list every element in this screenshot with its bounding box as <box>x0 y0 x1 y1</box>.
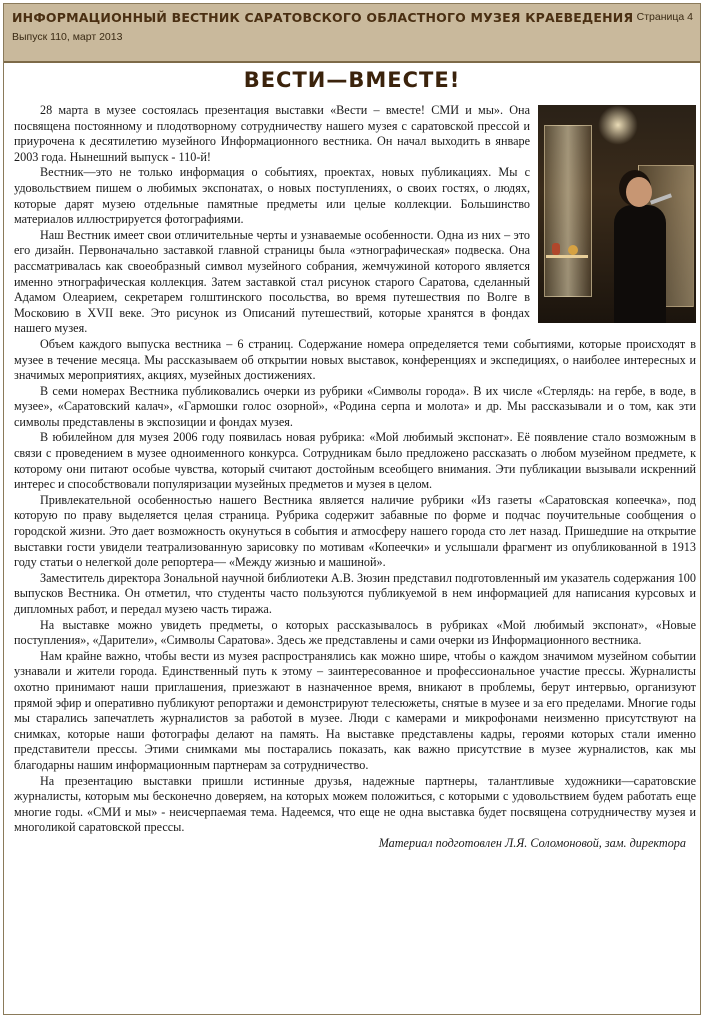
article-title: ВЕСТИ—ВМЕСТЕ! <box>243 68 461 92</box>
paragraph: На презентацию выставки пришли истинные друзья, надежные партнеры, талантливые художники—саратовские журналисты, которым мы бесконечно доверяем, на которых можем положиться, с которыми с удовольствием будем работать еще многие годы. «СМИ и мы» - неисчерпаемая тема. Надеемся, что еще не одна выставка будет посвящена сотрудничеству музея и многоликой саратовской прессы. <box>14 773 696 835</box>
paragraph: Вестник—это не только информация о событиях, проектах, новых публикациях. Мы с удовольствием пишем о любимых экспонатах, о новых поступлениях, о своих гостях, о людях, которые дарят музею отдельные памятные предметы или целые коллекции. Большинство материалов иллюстрируется фотографиями. <box>14 165 530 227</box>
newsletter-page <box>3 3 701 1015</box>
speaker-head <box>626 177 652 207</box>
paragraph: В юбилейном для музея 2006 году появилась новая рубрика: «Мой любимый экспонат». Её появление стало возможным в связи с проведением в музее одноименного конкурса. Сотрудникам было предложено рассказать о любом музейном предмете, к которому они питают особые чувства, который считают достойным всеобщего внимания. Эти публикации вызывали искренний интерес и способствовали популяризации музейных предметов и музея в целом. <box>14 430 696 492</box>
paragraph: Заместитель директора Зональной научной библиотеки А.В. Зюзин представил подготовленный им указатель содержания 100 выпусков Вестника. Он отметил, что студенты часто пользуются публикуемой в нем информацией для написания курсовых и дипломных работ, и передал музею часть тиража. <box>14 570 696 616</box>
author-signature: Материал подготовлен Л.Я. Соломоновой, зам. директора <box>378 835 686 850</box>
paragraph: Привлекательной особенностью нашего Вестника является наличие рубрики «Из газеты «Саратовская копеечка», под которую по праву выделяется целая страница. Рубрика содержит забавные по форме и подчас поучительные сообщения о городской жизни. Это дает возможность окунуться в события и атмосферу нашего города сто лет назад. Пришедшие на открытие выставки гости увидели театрализованную зарисовку по мотивам «Копеечки» и услышали фрагмент из опубликованной в 1913 году статьи о нелегкой доле репортера— «Между жизнью и машиной». <box>14 492 696 570</box>
exhibit-item <box>568 245 578 255</box>
paragraph: Нам крайне важно, чтобы вести из музея распространялись как можно шире, чтобы о каждом значимом музейном событии узнавали и жители города. Единственный путь к этому – заинтересованное и профессиональное участие прессы. Журналисты охотно принимают наши приглашения, приезжают в назначенное время, вникают в проблемы, берут интервью, организуют прямой эфир и оперативно публикуют репортажи и демонстрируют телесюжеты, снятые в музее и за его пределами. Многие годы мы старались запечатлеть журналистов за работой в музее. Люди с камерами и микрофонами неизменно присутствуют на снимках, которые наши фотографы делают на память. На выставке представлены кадры, героями которых стали именно представители прессы. Этими снимками мы постарались показать, как важно присутствие в музее журналистов, как мы благодарны нашим информационным партнерам за сотрудничество. <box>14 648 696 772</box>
display-case-left <box>544 125 592 297</box>
issue-number: Выпуск 110, март 2013 <box>12 31 123 43</box>
display-shelf <box>546 255 588 258</box>
paragraph: На выставке можно увидеть предметы, о которых рассказывалось в рубриках «Мой любимый экспонат», «Новые поступления», «Дарители», «Символы Саратова». Здесь же представлены и сами очерки из Информационного вестника. <box>14 617 696 648</box>
presenter-photo <box>538 105 696 323</box>
speaker-figure <box>614 205 666 323</box>
lamp-light <box>598 105 638 145</box>
exhibit-item <box>552 243 560 255</box>
paragraph: Объем каждого выпуска вестника – 6 страниц. Содержание номера определяется теми событиями, которые происходят в музее в течение месяца. Мы рассказываем об открытии новых выставок, конференциях и экспедициях, о наиболее интересных и значимых мероприятиях, акциях, музейных достижениях. <box>14 336 696 383</box>
paragraph: 28 марта в музее состоялась презентация выставки «Вести – вместе! СМИ и мы». Она посвящена постоянному и плодотворному сотрудничеству нашего музея с саратовской прессой и приурочена к десятилетию музейного Информационного вестника. Он начал выходить в январе 2003 года. Нынешний выпуск - 110-й! <box>14 103 530 164</box>
page-number: Страница 4 <box>636 11 693 23</box>
paragraph: Наш Вестник имеет свои отличительные черты и узнаваемые особенности. Одна из них – это его дизайн. Первоначально заставкой главной страницы была «этнографическая» подвеска. Она рассматривалась как своеобразный символ музейного собрания, жемчужиной которого является именно этнографическая коллекция. Затем заставкой стал рисунок старого Саратова, сделанный Адамом Олеарием, секретарем голштинского посольства, во время путешествия по Волге в Московию в XVII веке. Это рисунок из Описаний путешествий, которые хранятся в фондах нашего музея. <box>14 227 530 336</box>
newsletter-title: ИНФОРМАЦИОННЫЙ ВЕСТНИК САРАТОВСКОГО ОБЛАСТНОГО МУЗЕЯ КРАЕВЕДЕНИЯ <box>12 10 634 25</box>
paragraph: В семи номерах Вестника публиковались очерки из рубрики «Символы города». В их числе «Стерлядь: на гербе, в воде, в музее», «Саратовский калач», «Гармошки голос озорной», «Родина серпа и молота» и др. Мы рассказывали и о том, как эти символы представлены в экспозиции и фондах музея. <box>14 383 696 429</box>
newsletter-header <box>4 4 700 63</box>
article-body <box>14 103 696 852</box>
